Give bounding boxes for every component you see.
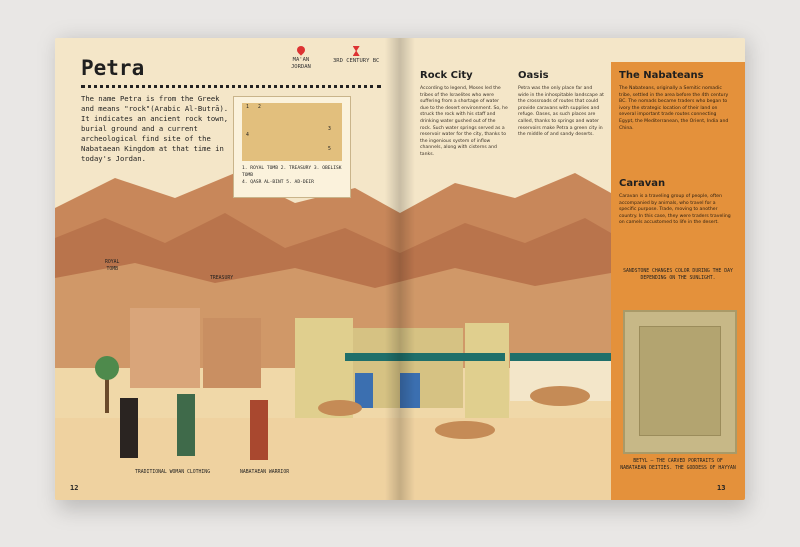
page-number-left: 12 xyxy=(70,484,79,492)
warrior-figure xyxy=(250,400,268,460)
map-marker-5: 5 xyxy=(328,147,331,152)
map-caption xyxy=(242,165,342,186)
oasis-title: Oasis xyxy=(518,70,549,81)
date-meta xyxy=(333,46,379,65)
map-pin-icon xyxy=(295,44,306,55)
sidebar-panel xyxy=(611,62,745,500)
temple-right-tower xyxy=(465,323,509,418)
label-woman-clothing: TRADITIONAL WOMAN CLOTHING xyxy=(135,470,211,475)
map-marker-1: 1 xyxy=(246,105,249,110)
treasury-facade xyxy=(203,318,261,388)
woman-figure xyxy=(120,398,138,458)
camel-icon xyxy=(318,400,362,416)
betyl-face-carving xyxy=(639,326,721,436)
label-treasury: TREASURY xyxy=(210,276,234,281)
royal-tomb-facade xyxy=(130,308,200,388)
camel-resting-icon xyxy=(435,421,495,439)
caravan-text: Caravan is a traveling group of people, often accompanied by animals, who travel for a specific purpose. Trade, moving to another country. In this case, they were traders traveling on camels accustomed to life in the desert. xyxy=(619,194,731,226)
betyl-caption: BETYL – THE CARVED PORTRAITS OF NABATAEAN DEITIES. THE GODDESS OF HAYYAN xyxy=(620,459,736,471)
page-number-right: 13 xyxy=(717,484,726,492)
caravan-title: Caravan xyxy=(619,178,666,189)
rock-city-text: According to legend, Moses led the tribes of the Israelites who were suffering from a shortage of water due to the desert environment. So, he struck the rock with his staff and drinking water gushed out of the rock. Such water springs served as a reservoir water for the city, thanks to the ingenious system of inflow channels, along with cisterns and tanks. xyxy=(420,86,508,157)
hourglass-icon xyxy=(353,46,360,56)
map-caption-line-1: 1. ROYAL TOMB 2. TREASURY 3. OBELISK TOMB xyxy=(242,166,342,178)
nabateans-text: The Nabateans, originally a Semitic nomadic tribe, settled in the area before the 4th century BC. The nomads became traders who began to ivory the strategic location of their land on several important trade routes connecting Egypt, the Mediterranean, the Orient, India and China. xyxy=(619,86,729,131)
page-title: Petra xyxy=(81,56,145,80)
location-label-country: JORDAN xyxy=(291,64,311,70)
date-label: 3RD CENTURY BC xyxy=(333,58,380,64)
map-caption-line-2: 4. QASR AL-BINT 5. AD-DEIR xyxy=(242,180,314,185)
sandstone-callout: SANDSTONE CHANGES COLOR DURING THE DAY DEPENDING ON THE SUNLIGHT. xyxy=(623,269,733,281)
camel-standing-icon xyxy=(530,386,590,406)
location-label-city: MA'AN xyxy=(292,57,310,63)
location-meta xyxy=(291,46,311,71)
map-marker-3: 3 xyxy=(328,127,331,132)
label-royal-tomb-line-1: ROYAL xyxy=(105,260,120,265)
palm-tree-icon xyxy=(95,356,119,380)
open-book xyxy=(55,38,745,500)
betyl-stele xyxy=(623,310,737,454)
map-marker-4: 4 xyxy=(246,133,249,138)
title-divider xyxy=(81,85,381,88)
book-gutter xyxy=(385,38,415,500)
rock-city-title: Rock City xyxy=(420,70,473,81)
site-map-drawing xyxy=(242,103,342,161)
label-warrior: NABATAEAN WARRIOR xyxy=(240,470,290,475)
map-marker-2: 2 xyxy=(258,105,261,110)
woman-figure-2 xyxy=(177,394,195,456)
label-royal-tomb xyxy=(105,260,119,273)
intro-paragraph: The name Petra is from the Greek and means "rock"(Arabic Al-Butrā). It indicates an ancient rock town, burial ground and a current archeological find site of the Nabataean Kingdom at that time in today's Jordan. xyxy=(81,94,229,163)
label-royal-tomb-line-2: TOMB xyxy=(106,266,118,272)
nabateans-title: The Nabateans xyxy=(619,70,704,81)
site-map xyxy=(233,96,351,198)
oasis-text: Petra was the only place far and wide in the inhospitable landscape at the crossroads of routes that could provide caravans with supplies and refuge. Oases, as such places are called, thanks to springs and water reservoirs make Petra a green city in the middle of and sandy deserts. xyxy=(518,86,604,138)
